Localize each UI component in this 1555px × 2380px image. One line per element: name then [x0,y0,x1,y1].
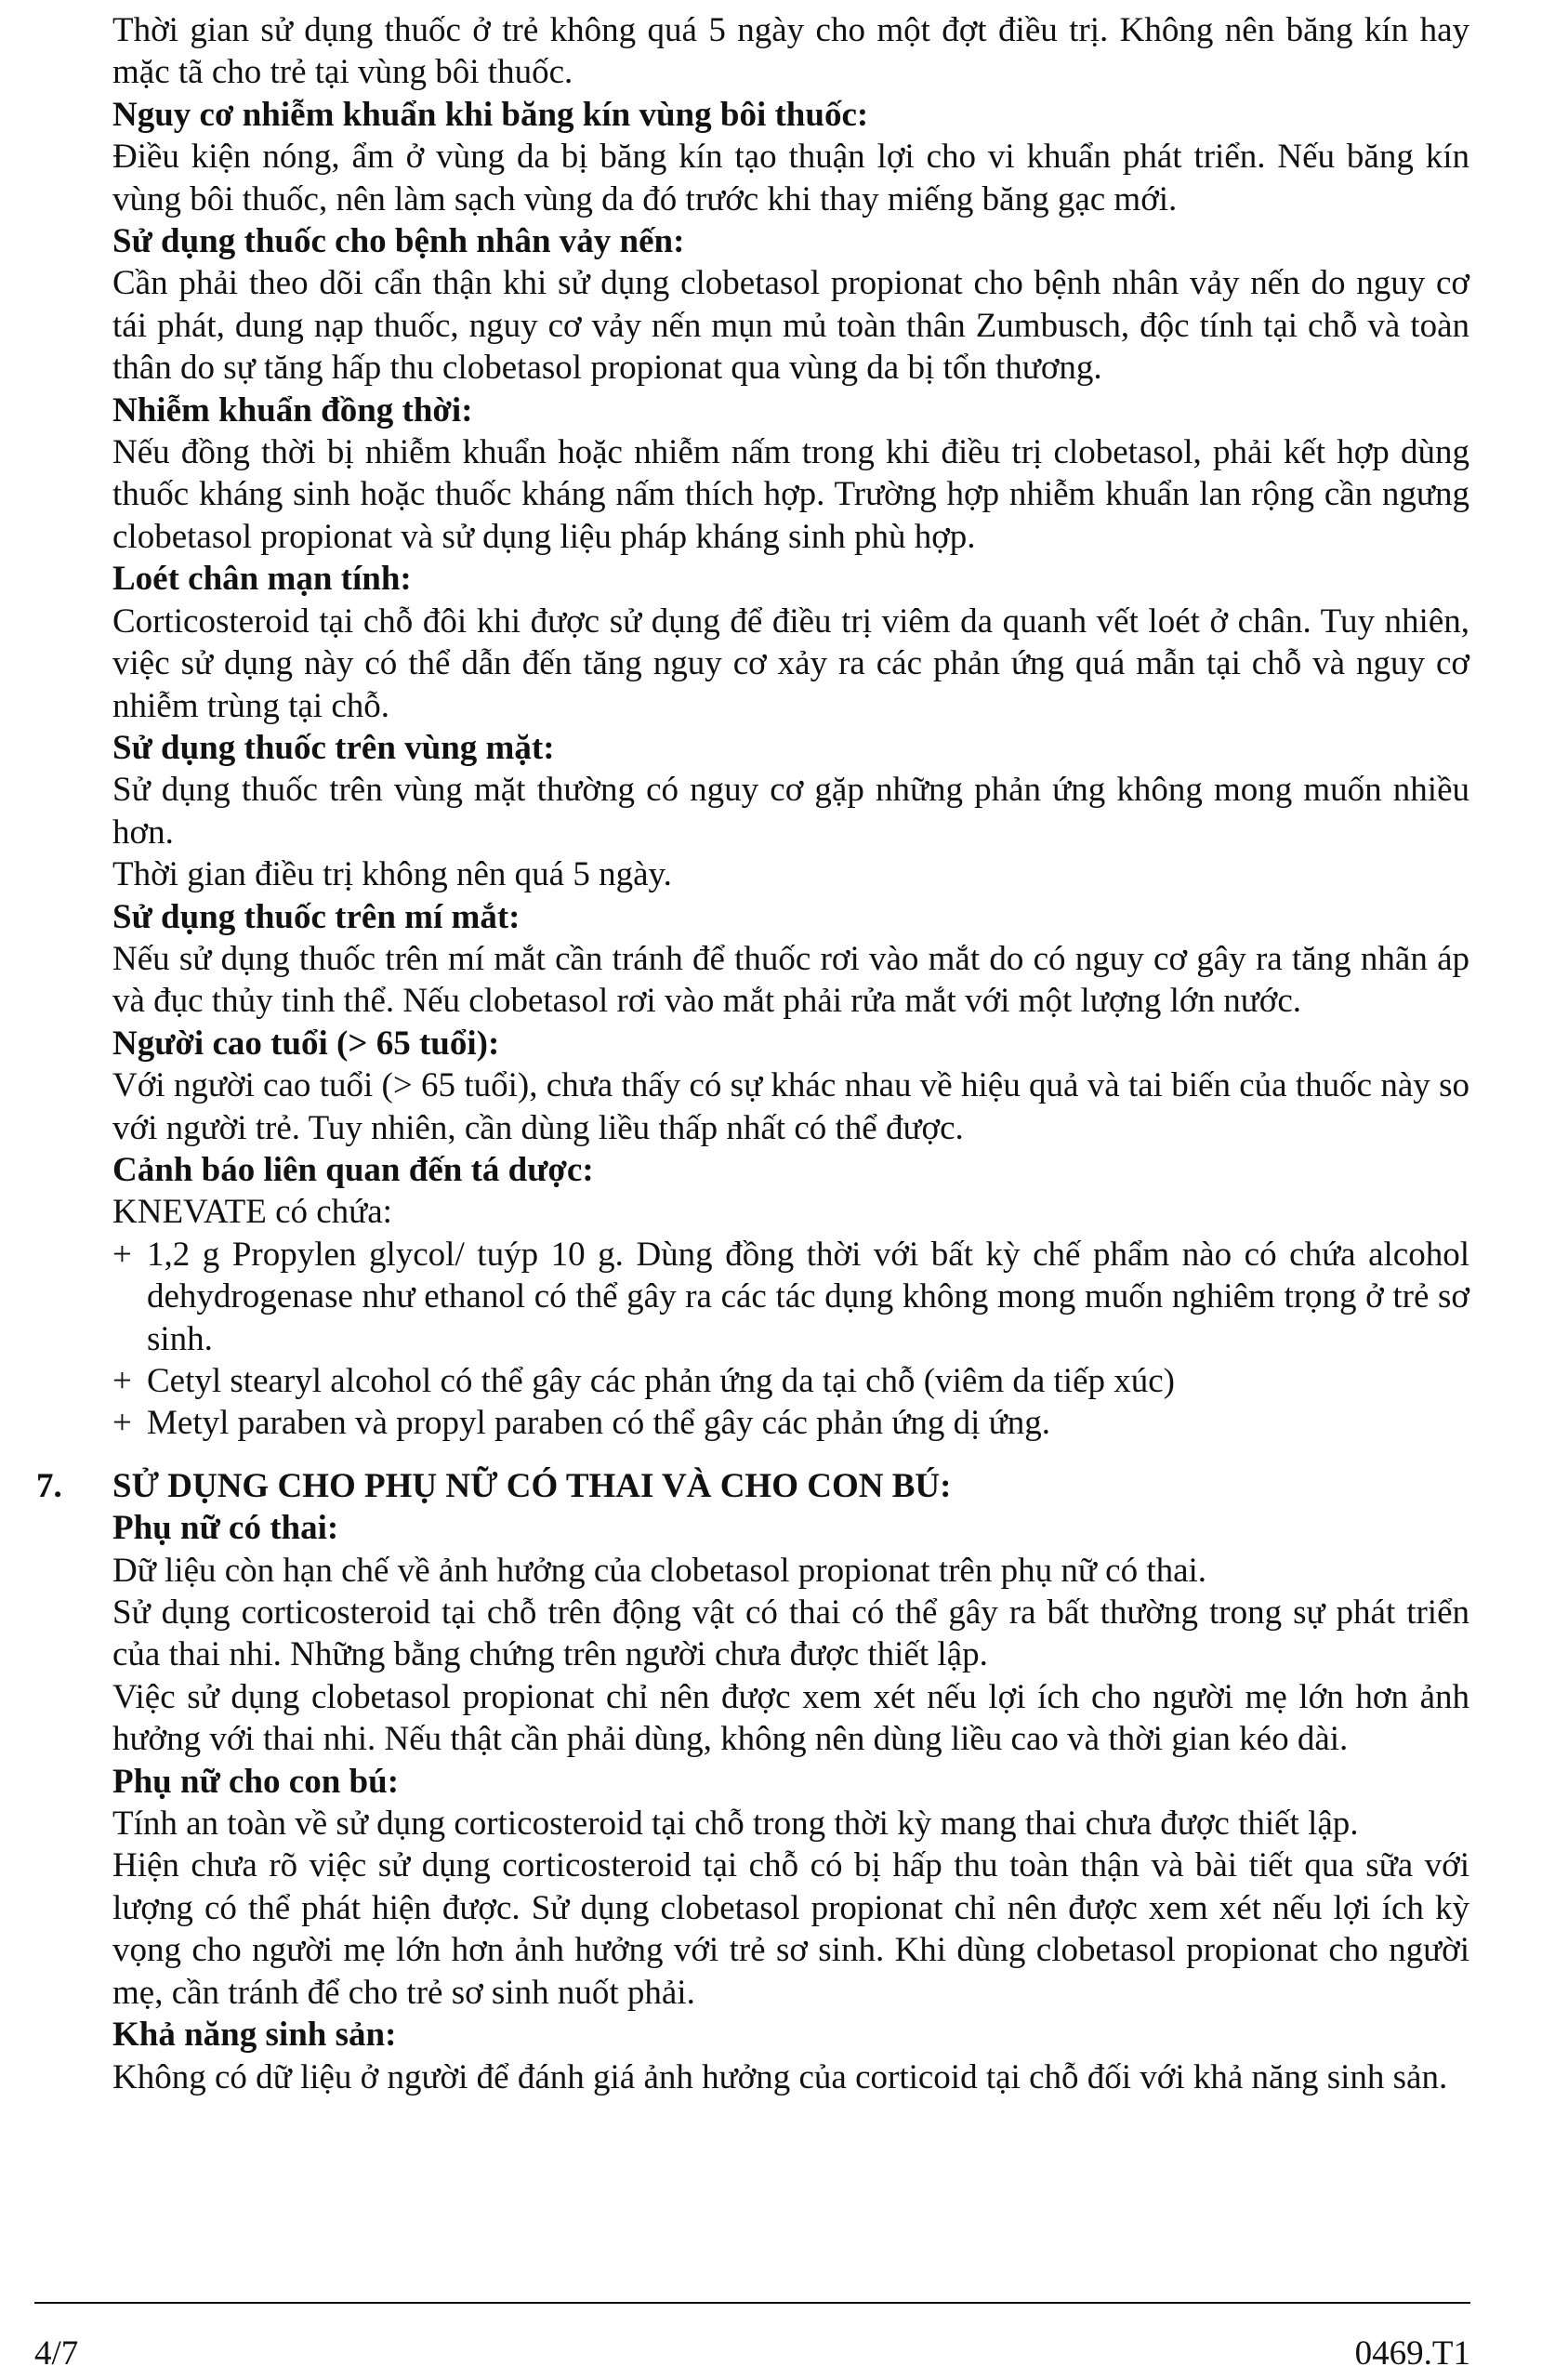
list-item-text: Cetyl stearyl alcohol có thể gây các phản ứng da tại chỗ (viêm da tiếp xúc) [147,1362,1176,1400]
document-code: 0469.T1 [1354,2334,1470,2373]
subheading: Loét chân mạn tính: [112,560,412,599]
paragraph: Điều kiện nóng, ẩm ở vùng da bị băng kín tạo thuận lợi cho vi khuẩn phát triển. Nếu băng kín vùng bôi thuốc, nên làm sạch vùng da đó trước khi thay miếng băng gạc mới. [112,138,1469,218]
subheading: Phụ nữ có thai: [112,1509,339,1548]
paragraph: Corticosteroid tại chỗ đôi khi được sử dụng để điều trị viêm da quanh vết loét ở chân. Tuy nhiên, việc sử dụng này có thể dẫn đến tăng nguy cơ xảy ra các phản ứng quá mẫn tại chỗ và nguy cơ nhiễm trùng tại chỗ. [112,602,1469,725]
list-item-text: Metyl paraben và propyl paraben có thể gây các phản ứng dị ứng. [147,1404,1050,1443]
list-marker: + [112,1235,132,1274]
paragraph: Với người cao tuổi (> 65 tuổi), chưa thấy có sự khác nhau về hiệu quả và tai biến của thuốc này so với người trẻ. Tuy nhiên, cần dùng liều thấp nhất có thể được. [112,1066,1469,1147]
list-item [112,1360,1469,1402]
subheading: Sử dụng thuốc trên mí mắt: [112,897,521,936]
page-number: 4/7 [34,2334,79,2373]
subheading: Khả năng sinh sản: [112,2016,397,2055]
paragraph: Tính an toàn về sử dụng corticosteroid tại chỗ trong thời kỳ mang thai chưa được thiết lập. [112,1805,1359,1844]
paragraph: KNEVATE có chứa: [112,1193,392,1232]
paragraph: Thời gian điều trị không nên quá 5 ngày. [112,855,672,894]
paragraph: Nếu sử dụng thuốc trên mí mắt cần tránh để thuốc rơi vào mắt do có nguy cơ gây ra tăng nhãn áp và đục thủy tinh thể. Nếu clobetasol rơi vào mắt phải rửa mắt với một lượng lớn nước. [112,939,1469,1021]
paragraph: Hiện chưa rõ việc sử dụng corticosteroid tại chỗ có bị hấp thu toàn thận và bài tiết qua sữa với lượng có thể phát hiện được. Sử dụng clobetasol propionat chỉ nên được xem xét nếu lợi ích kỳ vọng cho người mẹ lớn hơn ảnh hưởng với trẻ sơ sinh. Khi dùng clobetasol propionat cho người mẹ, cần tránh để cho trẻ sơ sinh nuốt phải. [112,1846,1469,2012]
paragraph: Dữ liệu còn hạn chế về ảnh hưởng của clobetasol propionat trên phụ nữ có thai. [112,1551,1207,1590]
footer-divider [34,2302,1470,2304]
list-item-text: 1,2 g Propylen glycol/ tuýp 10 g. Dùng đồng thời với bất kỳ chế phẩm nào có chứa alcohol dehydrogenase như ethanol có thể gây ra các tác dụng không mong muốn nghiêm trọng ở trẻ sơ sinh. [147,1235,1469,1358]
paragraph: Cần phải theo dõi cẩn thận khi sử dụng clobetasol propionat cho bệnh nhân vảy nến do nguy cơ tái phát, dung nạp thuốc, nguy cơ vảy nến mụn mủ toàn thân Zumbusch, độc tính tại chỗ và toàn thân do sự tăng hấp thu clobetasol propionat qua vùng da bị tổn thương. [112,264,1469,388]
section-number: 7. [36,1466,62,1505]
paragraph: Sử dụng corticosteroid tại chỗ trên động vật có thai có thể gây ra bất thường trong sự phát triển của thai nhi. Những bằng chứng trên người chưa được thiết lập. [112,1593,1469,1674]
subheading: Phụ nữ cho con bú: [112,1762,400,1801]
list-marker: + [112,1404,132,1443]
subheading: Cảnh báo liên quan đến tá dược: [112,1150,594,1189]
subheading: Nguy cơ nhiễm khuẩn khi băng kín vùng bôi thuốc: [112,95,869,134]
section-title: SỬ DỤNG CHO PHỤ NỮ CÓ THAI VÀ CHO CON BÚ: [112,1466,952,1505]
list-item [112,1234,1469,1360]
paragraph: Việc sử dụng clobetasol propionat chỉ nên được xem xét nếu lợi ích cho người mẹ lớn hơn ảnh hưởng với thai nhi. Nếu thật cần phải dùng, không nên dùng liều cao và thời gian kéo dài. [112,1677,1469,1759]
paragraph: Thời gian sử dụng thuốc ở trẻ không quá 5 ngày cho một đợt điều trị. Không nên băng kín hay mặc tã cho trẻ tại vùng bôi thuốc. [112,11,1469,92]
paragraph: Sử dụng thuốc trên vùng mặt thường có nguy cơ gặp những phản ứng không mong muốn nhiều hơn. [112,771,1469,852]
subheading: Sử dụng thuốc cho bệnh nhân vảy nến: [112,222,685,261]
document-body [36,9,1469,2098]
list-item [112,1402,1469,1444]
subheading: Nhiễm khuẩn đồng thời: [112,390,473,430]
section-heading [36,1465,1469,1507]
subheading: Sử dụng thuốc trên vùng mặt: [112,728,555,767]
paragraph: Không có dữ liệu ở người để đánh giá ảnh hưởng của corticoid tại chỗ đối với khả năng sinh sản. [112,2057,1448,2096]
paragraph: Nếu đồng thời bị nhiễm khuẩn hoặc nhiễm nấm trong khi điều trị clobetasol, phải kết hợp dùng thuốc kháng sinh hoặc thuốc kháng nấm thích hợp. Trường hợp nhiễm khuẩn lan rộng cần ngưng clobetasol propionat và sử dụng liệu pháp kháng sinh phù hợp. [112,433,1469,556]
subheading: Người cao tuổi (> 65 tuổi): [112,1024,500,1063]
list-marker: + [112,1362,132,1400]
